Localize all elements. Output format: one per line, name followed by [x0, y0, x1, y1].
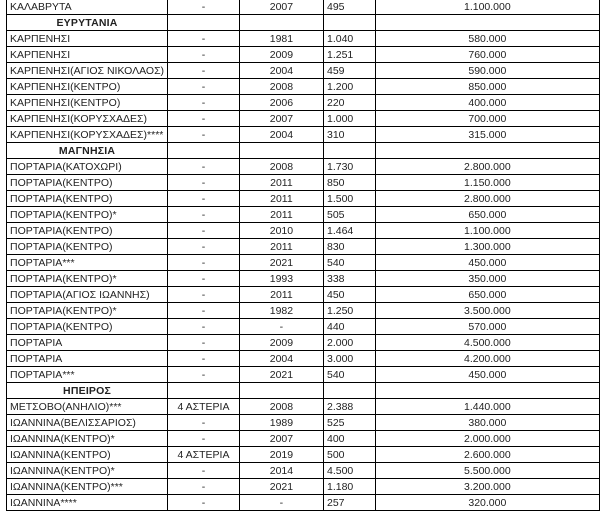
year-cell: 2004 [239, 127, 323, 143]
table-row [7, 255, 600, 271]
empty-cell [375, 143, 599, 159]
category-cell: - [168, 335, 240, 351]
category-cell: - [168, 287, 240, 303]
location-cell: ΠΟΡΤΑΡΙΑ(ΚΕΝΤΡΟ)* [7, 271, 168, 287]
location-cell: ΚΑΡΠΕΝΗΣΙ(ΑΓΙΟΣ ΝΙΚΟΛΑΟΣ) [7, 63, 168, 79]
table-row [7, 399, 600, 415]
category-cell: - [168, 159, 240, 175]
table-row [7, 159, 600, 175]
location-cell: ΚΑΡΠΕΝΗΣΙ [7, 47, 168, 63]
empty-cell [375, 15, 599, 31]
region-name: ΕΥΡΥΤΑΝΙΑ [7, 15, 168, 31]
category-cell: 4 ΑΣΤΕΡΙΑ [168, 399, 240, 415]
price-cell: 650.000 [375, 287, 599, 303]
location-cell: ΠΟΡΤΑΡΙΑ(ΚΕΝΤΡΟ)* [7, 303, 168, 319]
empty-cell [375, 383, 599, 399]
price-cell: 590.000 [375, 63, 599, 79]
area-cell: 310 [323, 127, 375, 143]
price-cell: 2.800.000 [375, 159, 599, 175]
category-cell: - [168, 367, 240, 383]
area-cell: 525 [323, 415, 375, 431]
location-cell: ΚΑΛΑΒΡΥΤΑ [7, 0, 168, 15]
table-row [7, 271, 600, 287]
location-cell: ΙΩΑΝΝΙΝΑ(ΚΕΝΤΡΟ) [7, 447, 168, 463]
price-cell: 320.000 [375, 495, 599, 511]
price-cell: 2.600.000 [375, 447, 599, 463]
category-cell: - [168, 415, 240, 431]
area-cell: 505 [323, 207, 375, 223]
year-cell: 2019 [239, 447, 323, 463]
year-cell: 2006 [239, 95, 323, 111]
location-cell: ΙΩΑΝΝΙΝΑ**** [7, 495, 168, 511]
year-cell: - [239, 495, 323, 511]
category-cell: - [168, 431, 240, 447]
category-cell: - [168, 63, 240, 79]
category-cell: - [168, 239, 240, 255]
year-cell: 2007 [239, 0, 323, 15]
area-cell: 540 [323, 255, 375, 271]
table-row [7, 31, 600, 47]
area-cell: 220 [323, 95, 375, 111]
area-cell: 1.500 [323, 191, 375, 207]
price-cell: 4.200.000 [375, 351, 599, 367]
location-cell: ΙΩΑΝΝΙΝΑ(ΚΕΝΤΡΟ)*** [7, 479, 168, 495]
price-cell: 400.000 [375, 95, 599, 111]
year-cell: 2011 [239, 207, 323, 223]
year-cell: 1981 [239, 31, 323, 47]
category-cell: - [168, 319, 240, 335]
category-cell: - [168, 303, 240, 319]
category-cell: - [168, 31, 240, 47]
area-cell: 495 [323, 0, 375, 15]
year-cell: 2021 [239, 255, 323, 271]
area-cell: 1.000 [323, 111, 375, 127]
year-cell: 1989 [239, 415, 323, 431]
empty-cell [323, 143, 375, 159]
table-row [7, 367, 600, 383]
category-cell: - [168, 271, 240, 287]
year-cell: 1982 [239, 303, 323, 319]
category-cell: - [168, 479, 240, 495]
price-cell: 570.000 [375, 319, 599, 335]
region-header-row [7, 143, 600, 159]
category-cell: - [168, 127, 240, 143]
year-cell: 2021 [239, 367, 323, 383]
table-row [7, 287, 600, 303]
area-cell: 540 [323, 367, 375, 383]
price-cell: 650.000 [375, 207, 599, 223]
location-cell: ΠΟΡΤΑΡΙΑ(ΚΕΝΤΡΟ) [7, 191, 168, 207]
price-cell: 1.100.000 [375, 223, 599, 239]
category-cell: - [168, 95, 240, 111]
area-cell: 500 [323, 447, 375, 463]
area-cell: 440 [323, 319, 375, 335]
table-row [7, 495, 600, 511]
price-cell: 350.000 [375, 271, 599, 287]
year-cell: - [239, 319, 323, 335]
year-cell: 2010 [239, 223, 323, 239]
price-cell: 450.000 [375, 255, 599, 271]
location-cell: ΠΟΡΤΑΡΙΑ*** [7, 367, 168, 383]
area-cell: 2.388 [323, 399, 375, 415]
year-cell: 2009 [239, 47, 323, 63]
price-cell: 3.500.000 [375, 303, 599, 319]
category-cell: - [168, 47, 240, 63]
empty-cell [168, 383, 240, 399]
table-row [7, 191, 600, 207]
year-cell: 1993 [239, 271, 323, 287]
empty-cell [168, 143, 240, 159]
location-cell: ΚΑΡΠΕΝΗΣΙ(ΚΕΝΤΡΟ) [7, 79, 168, 95]
table-row [7, 303, 600, 319]
location-cell: ΠΟΡΤΑΡΙΑ(ΑΓΙΟΣ ΙΩΑΝΝΗΣ) [7, 287, 168, 303]
category-cell: - [168, 223, 240, 239]
price-cell: 2.000.000 [375, 431, 599, 447]
location-cell: ΙΩΑΝΝΙΝΑ(ΚΕΝΤΡΟ)* [7, 431, 168, 447]
price-cell: 1.440.000 [375, 399, 599, 415]
empty-cell [323, 383, 375, 399]
table-row [7, 127, 600, 143]
category-cell: - [168, 111, 240, 127]
price-cell: 850.000 [375, 79, 599, 95]
hotel-listings-table [6, 0, 600, 511]
year-cell: 2011 [239, 175, 323, 191]
empty-cell [168, 15, 240, 31]
year-cell: 2011 [239, 191, 323, 207]
table-row [7, 479, 600, 495]
price-cell: 1.150.000 [375, 175, 599, 191]
year-cell: 2011 [239, 239, 323, 255]
price-cell: 2.800.000 [375, 191, 599, 207]
area-cell: 338 [323, 271, 375, 287]
table-row [7, 415, 600, 431]
area-cell: 4.500 [323, 463, 375, 479]
area-cell: 3.000 [323, 351, 375, 367]
location-cell: ΜΕΤΣΟΒΟ(ΑΝΗΛΙΟ)*** [7, 399, 168, 415]
year-cell: 2007 [239, 111, 323, 127]
area-cell: 2.000 [323, 335, 375, 351]
table-row [7, 175, 600, 191]
table-row [7, 319, 600, 335]
location-cell: ΠΟΡΤΑΡΙΑ(ΚΕΝΤΡΟ)* [7, 207, 168, 223]
area-cell: 850 [323, 175, 375, 191]
table-row [7, 207, 600, 223]
category-cell: - [168, 351, 240, 367]
region-name: ΜΑΓΝΗΣΙΑ [7, 143, 168, 159]
price-cell: 580.000 [375, 31, 599, 47]
category-cell: - [168, 175, 240, 191]
location-cell: ΙΩΑΝΝΙΝΑ(ΒΕΛΙΣΣΑΡΙΟΣ) [7, 415, 168, 431]
location-cell: ΙΩΑΝΝΙΝΑ(ΚΕΝΤΡΟ)* [7, 463, 168, 479]
table-row [7, 223, 600, 239]
location-cell: ΠΟΡΤΑΡΙΑ(ΚΕΝΤΡΟ) [7, 175, 168, 191]
area-cell: 400 [323, 431, 375, 447]
year-cell: 2021 [239, 479, 323, 495]
table-row [7, 335, 600, 351]
empty-cell [239, 383, 323, 399]
location-cell: ΠΟΡΤΑΡΙΑ(ΚΕΝΤΡΟ) [7, 239, 168, 255]
area-cell: 1.464 [323, 223, 375, 239]
price-cell: 4.500.000 [375, 335, 599, 351]
year-cell: 2008 [239, 399, 323, 415]
location-cell: ΚΑΡΠΕΝΗΣΙ [7, 31, 168, 47]
location-cell: ΠΟΡΤΑΡΙΑ [7, 335, 168, 351]
table-row [7, 447, 600, 463]
table-row [7, 239, 600, 255]
area-cell: 1.730 [323, 159, 375, 175]
area-cell: 1.200 [323, 79, 375, 95]
price-cell: 760.000 [375, 47, 599, 63]
price-cell: 1.300.000 [375, 239, 599, 255]
table-row [7, 463, 600, 479]
year-cell: 2008 [239, 79, 323, 95]
category-cell: - [168, 207, 240, 223]
year-cell: 2008 [239, 159, 323, 175]
table-row [7, 111, 600, 127]
location-cell: ΚΑΡΠΕΝΗΣΙ(ΚΟΡΥΣΧΑΔΕΣ) [7, 111, 168, 127]
category-cell: - [168, 191, 240, 207]
price-cell: 5.500.000 [375, 463, 599, 479]
category-cell: - [168, 0, 240, 15]
region-name: ΗΠΕΙΡΟΣ [7, 383, 168, 399]
area-cell: 257 [323, 495, 375, 511]
price-cell: 3.200.000 [375, 479, 599, 495]
price-cell: 315.000 [375, 127, 599, 143]
table-row [7, 79, 600, 95]
category-cell: - [168, 255, 240, 271]
price-cell: 450.000 [375, 367, 599, 383]
location-cell: ΚΑΡΠΕΝΗΣΙ(ΚΟΡΥΣΧΑΔΕΣ)**** [7, 127, 168, 143]
category-cell: - [168, 79, 240, 95]
region-header-row [7, 15, 600, 31]
table-row [7, 63, 600, 79]
location-cell: ΠΟΡΤΑΡΙΑ*** [7, 255, 168, 271]
empty-cell [239, 15, 323, 31]
category-cell: 4 ΑΣΤΕΡΙΑ [168, 447, 240, 463]
category-cell: - [168, 463, 240, 479]
table-row [7, 47, 600, 63]
year-cell: 2007 [239, 431, 323, 447]
area-cell: 450 [323, 287, 375, 303]
year-cell: 2004 [239, 351, 323, 367]
region-header-row [7, 383, 600, 399]
area-cell: 1.250 [323, 303, 375, 319]
location-cell: ΠΟΡΤΑΡΙΑ(ΚΕΝΤΡΟ) [7, 223, 168, 239]
table-row [7, 95, 600, 111]
table-row [7, 431, 600, 447]
table-row [7, 0, 600, 15]
price-cell: 380.000 [375, 415, 599, 431]
category-cell: - [168, 495, 240, 511]
area-cell: 1.251 [323, 47, 375, 63]
year-cell: 2009 [239, 335, 323, 351]
area-cell: 1.180 [323, 479, 375, 495]
empty-cell [239, 143, 323, 159]
empty-cell [323, 15, 375, 31]
table-row [7, 351, 600, 367]
location-cell: ΠΟΡΤΑΡΙΑ(ΚΑΤΟΧΩΡΙ) [7, 159, 168, 175]
price-cell: 1.100.000 [375, 0, 599, 15]
year-cell: 2011 [239, 287, 323, 303]
price-cell: 700.000 [375, 111, 599, 127]
area-cell: 1.040 [323, 31, 375, 47]
location-cell: ΠΟΡΤΑΡΙΑ(ΚΕΝΤΡΟ) [7, 319, 168, 335]
year-cell: 2004 [239, 63, 323, 79]
location-cell: ΠΟΡΤΑΡΙΑ [7, 351, 168, 367]
area-cell: 459 [323, 63, 375, 79]
year-cell: 2014 [239, 463, 323, 479]
location-cell: ΚΑΡΠΕΝΗΣΙ(ΚΕΝΤΡΟ) [7, 95, 168, 111]
table-body [7, 0, 600, 511]
area-cell: 830 [323, 239, 375, 255]
